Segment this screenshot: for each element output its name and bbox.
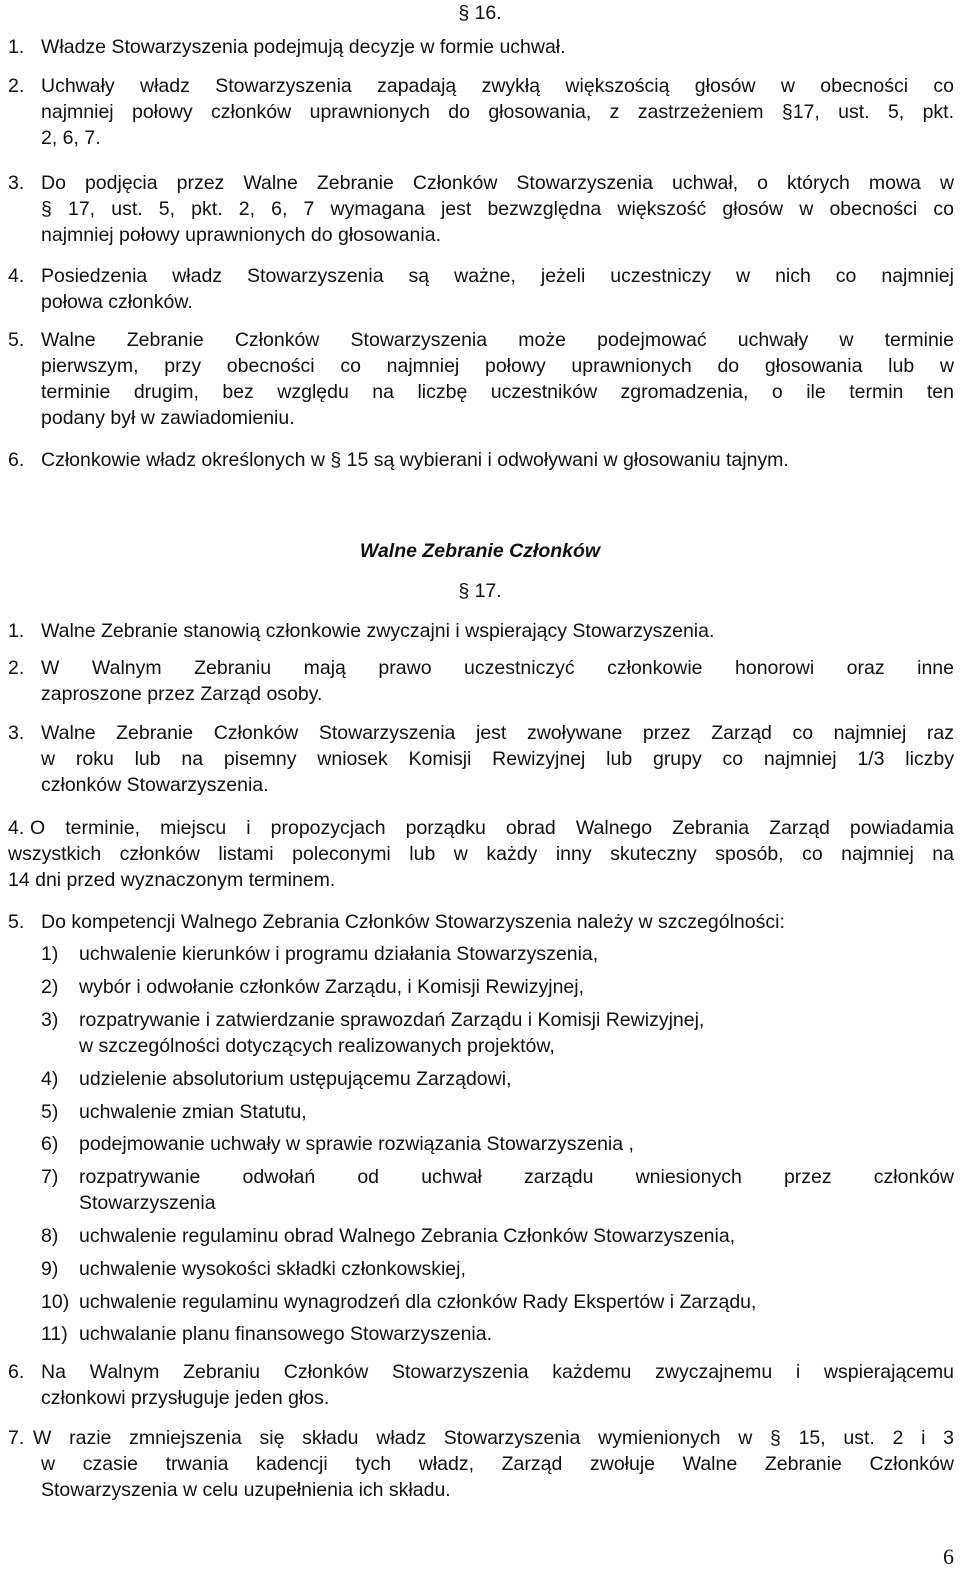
page-number: 6 xyxy=(943,1544,954,1569)
s17-item-6-number: 6. xyxy=(8,1361,25,1383)
s16-item-5-line-3: terminie drugim, bez względu na liczbę uczestników zgromadzenia, o ile termin ten xyxy=(41,381,954,403)
competence-6-number: 6) xyxy=(41,1133,59,1155)
competence-2-text: wybór i odwołanie członków Zarządu, i Komisji Rewizyjnej, xyxy=(79,976,585,998)
s16-item-1-line-1: Władze Stowarzyszenia podejmują decyzje w formie uchwał. xyxy=(41,36,566,58)
s16-item-5-line-4: podany był w zawiadomieniu. xyxy=(41,407,295,429)
competence-2-number: 2) xyxy=(41,976,59,998)
s17-item-6-line-1: Na Walnym Zebraniu Członków Stowarzyszenia każdemu zwyczajnemu i wspierającemu xyxy=(41,1361,954,1383)
s17-item-3-line-3: członków Stowarzyszenia. xyxy=(41,774,269,796)
competence-4-number: 4) xyxy=(41,1068,59,1090)
competence-8-number: 8) xyxy=(41,1225,59,1247)
competence-5-text: uchwalenie zmian Statutu, xyxy=(79,1101,307,1123)
s16-item-3-line-3: najmniej połowy uprawnionych do głosowania. xyxy=(41,224,441,246)
competence-3-text-line-2: w szczególności dotyczących realizowanych projektów, xyxy=(79,1035,555,1057)
competence-1-text: uchwalenie kierunków i programu działania Stowarzyszenia, xyxy=(79,943,599,965)
s16-item-5-line-1: Walne Zebranie Członków Stowarzyszenia może podejmować uchwały w terminie xyxy=(41,329,954,351)
section-16-heading: § 16. xyxy=(458,2,502,24)
competence-5-number: 5) xyxy=(41,1101,59,1123)
competence-8-text: uchwalenie regulaminu obrad Walnego Zebrania Członków Stowarzyszenia, xyxy=(79,1225,736,1247)
s17-item-3-line-1: Walne Zebranie Członków Stowarzyszenia jest zwoływane przez Zarząd co najmniej raz xyxy=(41,722,954,744)
s16-item-3-number: 3. xyxy=(8,172,25,194)
s16-item-2-line-2: najmniej połowy członków uprawnionych do głosowania, z zastrzeżeniem §17, ust. 5, pkt. xyxy=(41,101,954,123)
s16-item-6-line-1: Członkowie władz określonych w § 15 są wybierani i odwoływani w głosowaniu tajnym. xyxy=(41,449,789,471)
competence-9-number: 9) xyxy=(41,1258,59,1280)
competence-11-text: uchwalanie planu finansowego Stowarzyszenia. xyxy=(79,1323,493,1345)
s17-item-3-line-2: w roku lub na pisemny wniosek Komisji Rewizyjnej lub grupy co najmniej 1/3 liczby xyxy=(41,748,954,770)
s17-item-1-number: 1. xyxy=(8,620,25,642)
s16-item-1-number: 1. xyxy=(8,36,25,58)
competence-3-number: 3) xyxy=(41,1009,59,1031)
s17-item-4-line-2: wszystkich członków listami poleconymi lub w każdy inny skuteczny sposób, co najmniej na xyxy=(8,843,954,865)
competence-3-text-line-1: rozpatrywanie i zatwierdzanie sprawozdań Zarządu i Komisji Rewizyjnej, xyxy=(79,1009,705,1031)
s17-item-7-line-3: Stowarzyszenia w celu uzupełnienia ich składu. xyxy=(41,1479,451,1501)
competence-9-text: uchwalenie wysokości składki członkowskiej, xyxy=(79,1258,466,1280)
s16-item-2-line-1: Uchwały władz Stowarzyszenia zapadają zwykłą większością głosów w obecności co xyxy=(41,75,954,97)
competence-4-text: udzielenie absolutorium ustępującemu Zarządowi, xyxy=(79,1068,512,1090)
s16-item-4-line-1: Posiedzenia władz Stowarzyszenia są ważne, jeżeli uczestniczy w nich co najmniej xyxy=(41,265,954,287)
s16-item-2-line-3: 2, 6, 7. xyxy=(41,127,101,149)
s17-item-7-number: 7. xyxy=(8,1427,25,1449)
s17-item-7-line-1: W razie zmniejszenia się składu władz Stowarzyszenia wymienionych w § 15, ust. 2 i 3 xyxy=(33,1427,954,1449)
competence-7-number: 7) xyxy=(41,1166,59,1188)
s17-item-4-line-3: 14 dni przed wyznaczonym terminem. xyxy=(8,869,336,891)
s17-item-2-line-1: W Walnym Zebraniu mają prawo uczestniczyć członkowie honorowi oraz inne xyxy=(41,657,954,679)
competence-10-text: uchwalenie regulaminu wynagrodzeń dla członków Rady Ekspertów i Zarządu, xyxy=(79,1291,757,1313)
s16-item-3-line-2: § 17, ust. 5, pkt. 2, 6, 7 wymagana jest bezwzględna większość głosów w obecności co xyxy=(41,198,954,220)
s17-item-5-line-1: Do kompetencji Walnego Zebrania Członków Stowarzyszenia należy w szczególności: xyxy=(41,911,785,933)
competence-10-number: 10) xyxy=(41,1291,70,1313)
s16-item-5-line-2: pierwszym, przy obecności co najmniej połowy uprawnionych do głosowania lub w xyxy=(41,355,954,377)
s16-item-4-line-2: połowa członków. xyxy=(41,291,193,313)
walne-zebranie-title: Walne Zebranie Członków xyxy=(359,540,601,562)
s17-item-3-number: 3. xyxy=(8,722,25,744)
s16-item-4-number: 4. xyxy=(8,265,25,287)
s17-item-7-line-2: w czasie trwania kadencji tych władz, Zarząd zwołuje Walne Zebranie Członków xyxy=(41,1453,954,1475)
competence-11-number: 11) xyxy=(41,1323,68,1345)
competence-1-number: 1) xyxy=(41,943,59,965)
s17-item-4-line-1: O terminie, miejscu i propozycjach porządku obrad Walnego Zebrania Zarząd powiadamia xyxy=(30,817,954,839)
s16-item-3-line-1: Do podjęcia przez Walne Zebranie Członków Stowarzyszenia uchwał, o których mowa w xyxy=(41,172,954,194)
s16-item-6-number: 6. xyxy=(8,449,25,471)
s17-item-1-line-1: Walne Zebranie stanowią członkowie zwyczajni i wspierający Stowarzyszenia. xyxy=(41,620,715,642)
competence-7-text-line-2: Stowarzyszenia xyxy=(79,1192,216,1214)
competence-7-text-line-1: rozpatrywanie odwołań od uchwał zarządu wniesionych przez członków xyxy=(79,1166,954,1188)
s17-item-5-number: 5. xyxy=(8,911,25,933)
s17-item-6-line-2: członkowi przysługuje jeden głos. xyxy=(41,1387,330,1409)
s17-item-2-line-2: zaproszone przez Zarząd osoby. xyxy=(41,683,323,705)
competence-6-text: podejmowanie uchwały w sprawie rozwiązania Stowarzyszenia , xyxy=(79,1133,634,1155)
section-17-heading: § 17. xyxy=(458,580,502,602)
s16-item-2-number: 2. xyxy=(8,75,25,97)
s17-item-2-number: 2. xyxy=(8,657,25,679)
s17-item-4-number: 4. xyxy=(8,817,25,839)
s16-item-5-number: 5. xyxy=(8,329,25,351)
